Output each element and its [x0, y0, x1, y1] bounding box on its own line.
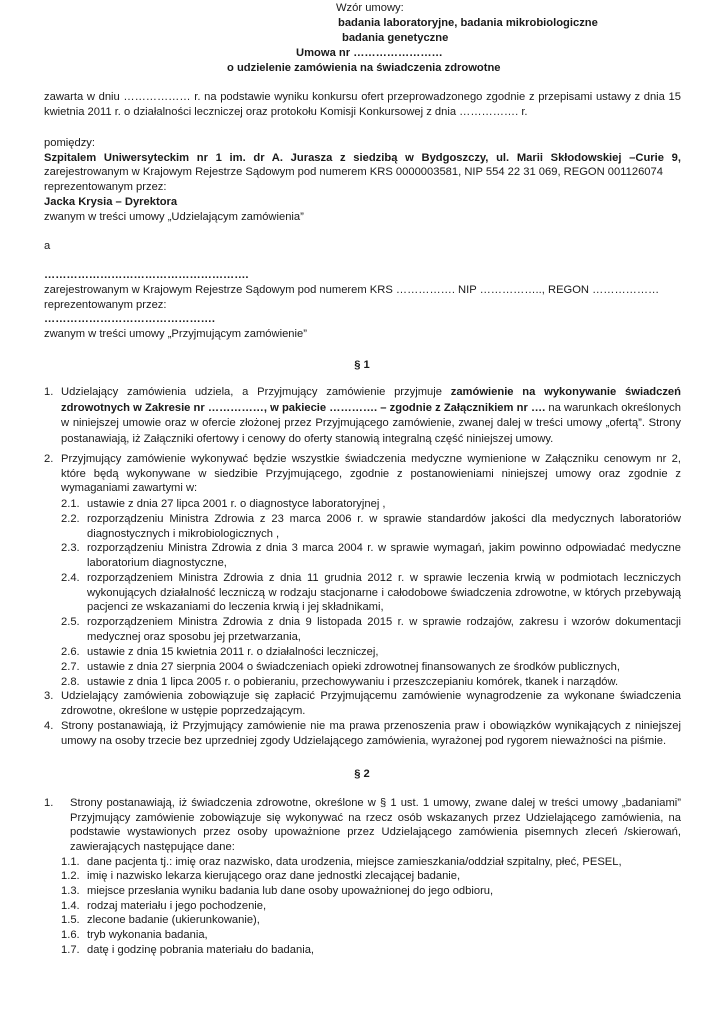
s1-item-2-number: 2. — [44, 453, 54, 465]
list-item-text: miejsce przesłania wyniku badania lub dane osoby upoważnionej do jego odbioru, — [87, 885, 494, 897]
s1-item-3 — [44, 689, 681, 718]
list-item-number: 2.6. — [61, 646, 80, 658]
list-item-number: 1.1. — [61, 856, 80, 868]
list-item-text: rozporządzeniu Ministra Zdrowia z dnia 3 marca 2004 r. w sprawie wymagań, jakim powinno odpowiadać medyczne laboratorium diagnostyczne, — [87, 542, 681, 569]
list-item-number: 1.2. — [61, 870, 80, 882]
represented-label-1: reprezentowanym przez: — [44, 181, 167, 193]
list-item-number: 2.1. — [61, 498, 80, 510]
s1-item-1-scope: zamówienie na wykonywanie świadczeń zdrowotnych w Zakresie nr ……………, w pakiecie …………. – zgodnie z Załącznikiem nr …. — [61, 386, 681, 414]
contract-subject: o udzielenie zamówienia na świadczenia zdrowotne — [227, 62, 501, 74]
list-item-text: ustawie z dnia 27 sierpnia 2004 o świadczeniach opieki zdrowotnej finansowanych ze środków publicznych, — [87, 661, 620, 673]
list-item-text: ustawie z dnia 1 lipca 2005 r. o pobieraniu, przechowywaniu i przeszczepianiu komórek, tkanek i narządów. — [87, 676, 619, 688]
list-item-text: rozporządzeniu Ministra Zdrowia z 23 marca 2006 r. w sprawie standardów jakości dla medycznych laboratoriów diagnostycznych i mikrobiologicznych , — [87, 513, 681, 540]
list-item-number: 1.7. — [61, 944, 80, 956]
s1-item-3-number: 3. — [44, 690, 54, 702]
party2-blank: ………………………………………………. — [44, 269, 249, 281]
section-2-title: § 2 — [354, 768, 370, 780]
scope-line-1: badania laboratoryjne, badania mikrobiologiczne — [338, 17, 598, 29]
list-item-text: rozporządzeniem Ministra Zdrowia z dnia 9 listopada 2015 r. w sprawie rodzajów, zakresu i wzorów dokumentacji medycznej oraz sposobu jej przetwarzania, — [87, 616, 681, 643]
list-item — [61, 869, 681, 884]
concluded-paragraph: zawarta w dniu ……………… r. na podstawie wyniku konkursu ofert przeprowadzonego zgodnie z przepisami ustawy z dnia 15 kwietnia 2011 r. o działalności leczniczej oraz protokołu Komisji Konkursowej z dnia ……………. r. — [44, 91, 681, 118]
list-item-number: 1.6. — [61, 929, 80, 941]
hospital-name: Szpitalem Uniwersyteckim nr 1 im. dr A. Jurasza z siedzibą w Bydgoszczy, ul. Marii Skłodowskiej –Curie 9, — [44, 152, 681, 164]
template-label: Wzór umowy: — [336, 2, 404, 14]
list-item — [61, 660, 681, 675]
list-item-number: 2.5. — [61, 616, 80, 628]
s1-item-4 — [44, 719, 681, 748]
s2-item-1-text: Strony postanawiają, iż świadczenia zdrowotne, określone w § 1 ust. 1 umowy, zwane dalej w treści umowy „badaniami” Przyjmujący zamówienie zobowiązuje się wykonywać na rzecz osób wskazanych przez Udzielającego zamówienia, na podstawie wystawionych przez osoby upoważnione przez Udzielającego zamówienia pisemnych zleceń /skierowań, zawierających następujące dane: — [70, 797, 681, 853]
list-item-text: zlecone badanie (ukierunkowanie), — [87, 914, 260, 926]
list-item-text: ustawie z dnia 27 lipca 2001 r. o diagnostyce laboratoryjnej , — [87, 498, 386, 510]
list-item — [61, 675, 681, 690]
list-item — [61, 855, 681, 870]
s1-item-1-post: na warunkach określonych w niniejszej umowie oraz w ofercie złożonej przez Przyjmującego zamówienie, zwanej dalej w treści umowy „ofertą”. Strony postanawiają, iż Załączniki ofertowy i cenowy do oferty stanowią integralną część niniejszej umowy. — [61, 401, 681, 445]
party2-registration: zarejestrowanym w Krajowym Rejestrze Sądowym pod numerem KRS ……………. NIP …………….., REGON ……………… — [44, 284, 660, 296]
section-1-title: § 1 — [354, 359, 370, 371]
s1-item-2 — [44, 452, 681, 496]
scope-line-2: badania genetyczne — [342, 32, 449, 44]
list-item-text: rodzaj materiału i jego pochodzenie, — [87, 900, 267, 912]
s1-item-4-text: Strony postanawiają, iż Przyjmujący zamówienie nie ma prawa przenoszenia praw i obowiązków wynikających z niniejszej umowy na osoby trzecie bez uprzedniej zgody Udzielającego zamówienia, wyrażonej pod rygorem nieważności na piśmie. — [61, 720, 681, 747]
party1-alias: zwanym w treści umowy „Udzielającym zamówienia” — [44, 211, 304, 223]
contract-number: Umowa nr …………………… — [296, 47, 443, 59]
list-item-number: 2.7. — [61, 661, 80, 673]
list-item — [61, 884, 681, 899]
list-item — [61, 497, 681, 512]
s2-item-1 — [44, 796, 681, 854]
s1-item-2-text: Przyjmujący zamówienie wykonywać będzie wszystkie świadczenia medyczne wymienione w Załączniku cenowym nr 2, które będą wykonywane w siedzibie Przyjmującego, zgodnie z postanowieniami niniejszej umowy oraz zgodnie z wymaganiami zawartymi w: — [61, 453, 681, 495]
s2-item-1-number: 1. — [44, 797, 54, 809]
list-item-number: 2.2. — [61, 513, 80, 525]
list-item — [61, 943, 681, 958]
list-item-number: 2.3. — [61, 542, 80, 554]
list-item-text: tryb wykonania badania, — [87, 929, 208, 941]
list-item-text: datę i godzinę pobrania materiału do badania, — [87, 944, 315, 956]
represented-label-2: reprezentowanym przez: — [44, 299, 167, 311]
hospital-registration: zarejestrowanym w Krajowym Rejestrze Sądowym pod numerem KRS 0000003581, NIP 554 22 31 069, REGON 001126074 — [44, 166, 663, 178]
list-item-number: 1.4. — [61, 900, 80, 912]
director-name: Jacka Krysia – Dyrektora — [44, 196, 178, 208]
list-item-text: rozporządzeniem Ministra Zdrowia z dnia 11 grudnia 2012 r. w sprawie leczenia krwią w podmiotach leczniczych wykonujących działalność leczniczą w rodzaju stacjonarne i całodobowe świadczenia zdrowotne, w których przebywają pacjenci ze wskazaniami do leczenia krwią i jej składnikami, — [87, 572, 681, 614]
s1-item-1 — [44, 385, 681, 447]
list-item-text: ustawie z dnia 15 kwietnia 2011 r. o działalności leczniczej, — [87, 646, 379, 658]
party2-alias: zwanym w treści umowy „Przyjmującym zamówienie” — [44, 328, 307, 340]
list-item-text: dane pacjenta tj.: imię oraz nazwisko, data urodzenia, miejsce zamieszkania/oddział szpitalny, płeć, PESEL, — [87, 856, 622, 868]
s1-item-3-text: Udzielający zamówienia zobowiązuje się zapłacić Przyjmującemu zamówienie wynagrodzenie za wykonane świadczenia zdrowotne, określone w ustępie poprzedzającym. — [61, 690, 681, 717]
list-item — [61, 512, 681, 541]
list-item — [61, 928, 681, 943]
list-item-number: 1.5. — [61, 914, 80, 926]
and-label: a — [44, 240, 51, 252]
list-item-text: imię i nazwisko lekarza kierującego oraz dane jednostki zlecającej badanie, — [87, 870, 461, 882]
list-item-number: 2.4. — [61, 572, 80, 584]
list-item — [61, 899, 681, 914]
list-item — [61, 541, 681, 570]
list-item — [61, 913, 681, 928]
list-item-number: 1.3. — [61, 885, 80, 897]
s1-item-1-number: 1. — [44, 386, 54, 398]
list-item — [61, 615, 681, 644]
list-item-number: 2.8. — [61, 676, 80, 688]
list-item — [61, 571, 681, 615]
s1-item-1-pre: Udzielający zamówienia udziela, a Przyjmujący zamówienie przyjmuje — [61, 386, 451, 398]
list-item — [61, 645, 681, 660]
s1-item-4-number: 4. — [44, 720, 54, 732]
between-label: pomiędzy: — [44, 137, 95, 149]
representative-blank: ………………………………………. — [44, 313, 215, 325]
